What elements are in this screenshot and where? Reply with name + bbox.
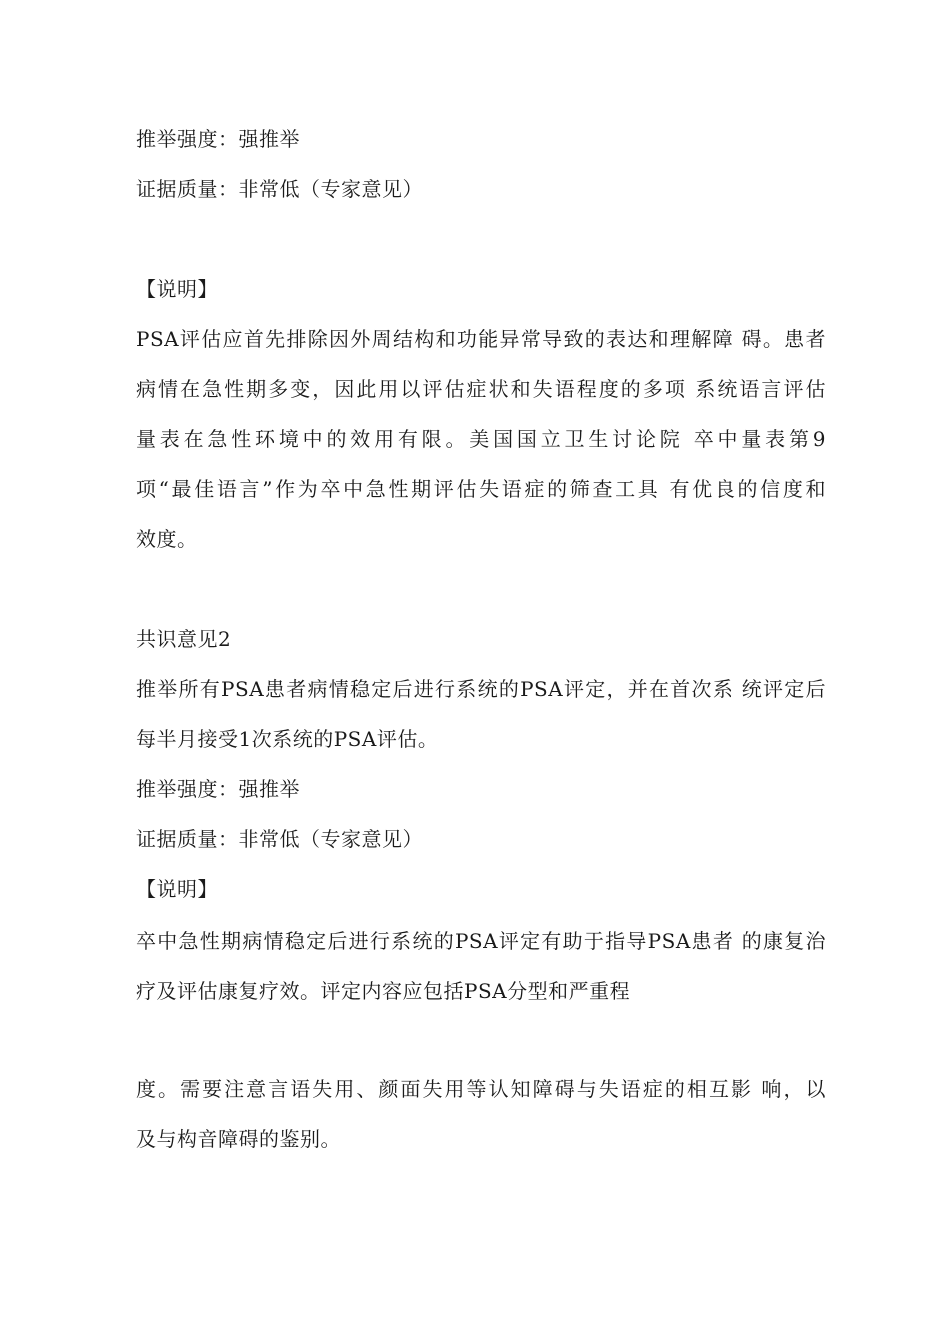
explanation2-line: 及与构音障碍的鉴别。	[136, 1127, 341, 1151]
explanation2-line: 卒中急性期病情稳定后进行系统的PSA评定有助于指导PSA患者 的康复治	[136, 929, 826, 953]
explanation-heading-1: 【说明】	[136, 277, 218, 301]
consensus2-line: 每半月接受1次系统的PSA评估。	[136, 727, 439, 751]
consensus-title-2: 共识意见2	[136, 627, 232, 651]
explanation1-line: 病情在急性期多变，因此用以评估症状和失语程度的多项 系统语言评估	[136, 377, 826, 401]
explanation1-line: PSA评估应首先排除因外周结构和功能异常导致的表达和理解障 碍。患者	[136, 327, 826, 351]
explanation1-line: 效度。	[136, 527, 198, 551]
recommendation-strength-1: 推举强度：强推举	[136, 127, 300, 151]
evidence-quality-2: 证据质量：非常低（专家意见）	[136, 827, 423, 851]
consensus2-line: 推举所有PSA患者病情稳定后进行系统的PSA评定，并在首次系 统评定后	[136, 677, 826, 701]
explanation-heading-2: 【说明】	[136, 877, 218, 901]
explanation1-line: 项“最佳语言”作为卒中急性期评估失语症的筛查工具 有优良的信度和	[136, 477, 826, 501]
evidence-quality-1: 证据质量：非常低（专家意见）	[136, 177, 423, 201]
recommendation-strength-2: 推举强度：强推举	[136, 777, 300, 801]
explanation2-line: 疗及评估康复疗效。评定内容应包括PSA分型和严重程	[136, 979, 631, 1003]
explanation2-line: 度。需要注意言语失用、颜面失用等认知障碍与失语症的相互影 响，以	[136, 1077, 826, 1101]
explanation1-line: 量表在急性环境中的效用有限。美国国立卫生讨论院 卒中量表第9	[136, 427, 826, 451]
